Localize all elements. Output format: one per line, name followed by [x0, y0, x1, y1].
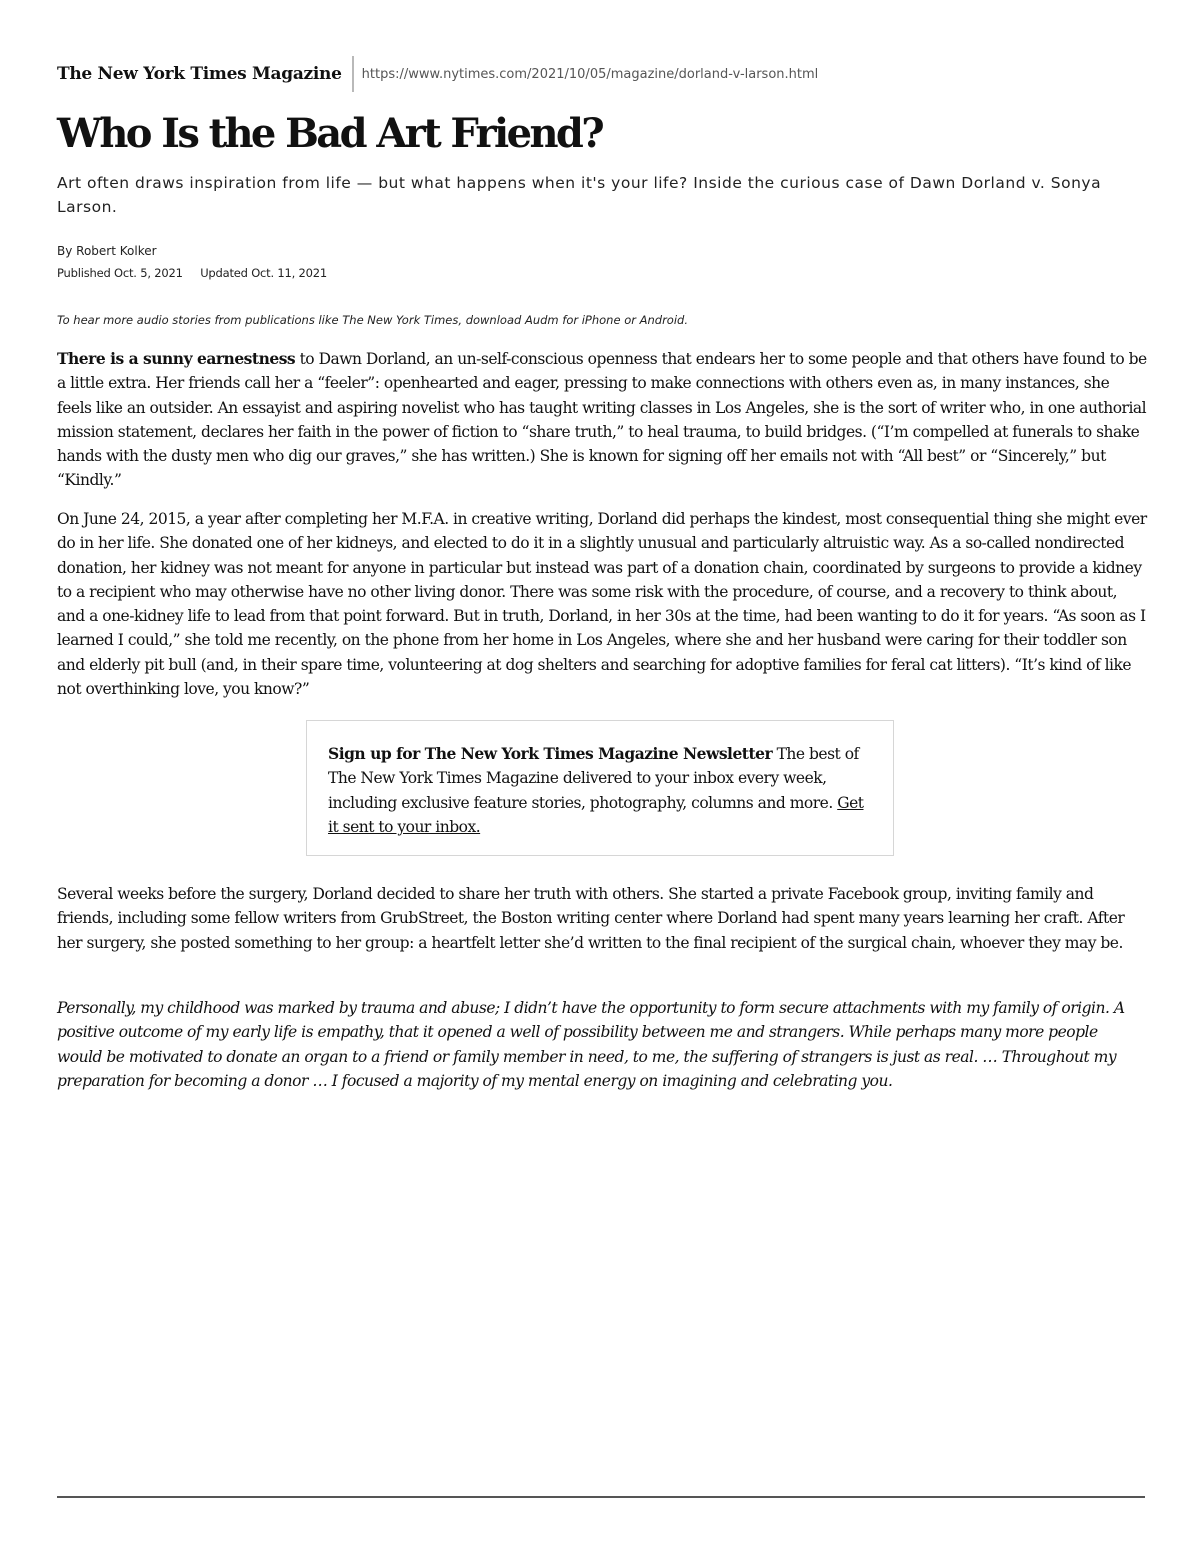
article-url[interactable]: https://www.nytimes.com/2021/10/05/magazine/dorland-v-larson.html	[361, 66, 819, 82]
newsletter-text	[328, 742, 873, 839]
byline: By Robert Kolker	[57, 244, 157, 258]
masthead-logo[interactable]: The New York Times Magazine	[57, 64, 342, 84]
paragraph-text: to Dawn Dorland, an un-self-conscious openness that endears her to some people and that others have found to be a little extra. Her friends call her a “feeler”: openhearted and eager, pressing to make connections with others even as, in many instances, she feels like an outsider. An essayist and aspiring novelist who has taught writing classes in Los Angeles, she is the sort of writer who, in one authorial mission statement, declares her faith in the power of fiction to “share truth,” to heal trauma, to build bridges. (“I’m compelled at funerals to shake hands with the dusty men who dig our graves,” she has written.) She is known for signing off her emails not with “All best” or “Sincerely,” but “Kindly.”	[57, 350, 1147, 490]
newsletter-signup-link[interactable]: Get it sent to your inbox.	[328, 793, 864, 836]
audio-note: To hear more audio stories from publications like The New York Times, download Audm for iPhone or Android.	[57, 313, 688, 327]
publication-dates	[57, 266, 327, 280]
newsletter-promo	[306, 720, 894, 856]
newsletter-title: Sign up for The New York Times Magazine Newsletter	[328, 744, 773, 763]
headline: Who Is the Bad Art Friend?	[57, 110, 603, 157]
header-divider	[352, 56, 354, 92]
page-header	[57, 56, 818, 92]
quoted-letter: Personally, my childhood was marked by trauma and abuse; I didn’t have the opportunity to form secure attachments with my family of origin. A positive outcome of my early life is empathy, that it opened a well of possibility between me and strangers. While perhaps many more people would be motivated to donate an organ to a friend or family member in need, to me, the suffering of strangers is just as real. … Throughout my preparation for becoming a donor … I focused a majority of my mental energy on imagining and celebrating you.	[57, 999, 1125, 1090]
article-summary: Art often draws inspiration from life — but what happens when it's your life? Inside the curious case of Dawn Dorland v. Sonya Larson.	[57, 174, 1102, 216]
footer-divider	[57, 1496, 1145, 1498]
body-paragraph-3: Several weeks before the surgery, Dorland decided to share her truth with others. She started a private Facebook group, inviting family and friends, including some fellow writers from GrubStreet, the Boston writing center where Dorland had spent many years learning her craft. After her surgery, she posted something to her group: a heartfelt letter she’d written to the final recipient of the surgical chain, whoever they may be.	[57, 885, 1125, 952]
newsletter-description: The best of The New York Times Magazine delivered to your inbox every week, including exclusive feature stories, photography, columns and more.	[328, 745, 859, 812]
body-paragraph-1	[57, 347, 1147, 493]
published-date: Published Oct. 5, 2021	[57, 266, 183, 280]
updated-date: Updated Oct. 11, 2021	[200, 266, 327, 280]
body-paragraph-2: On June 24, 2015, a year after completing her M.F.A. in creative writing, Dorland did perhaps the kindest, most consequential thing she might ever do in her life. She donated one of her kidneys, and elected to do it in a slightly unusual and particularly altruistic way. As a so-called nondirected donation, her kidney was not meant for anyone in particular but instead was part of a donation chain, coordinated by surgeons to provide a kidney to a recipient who may otherwise have no other living donor. There was some risk with the procedure, of course, and a recovery to think about, and a one-kidney life to lead from that point forward. But in truth, Dorland, in her 30s at the time, had been wanting to do it for years. “As soon as I learned I could,” she told me recently, on the phone from her home in Los Angeles, where she and her husband were caring for their toddler son and elderly pit bull (and, in their spare time, volunteering at dog shelters and searching for adoptive families for feral cat litters). “It’s kind of like not overthinking love, you know?”	[57, 510, 1147, 699]
paragraph-lead-in: There is a sunny earnestness	[57, 349, 296, 368]
